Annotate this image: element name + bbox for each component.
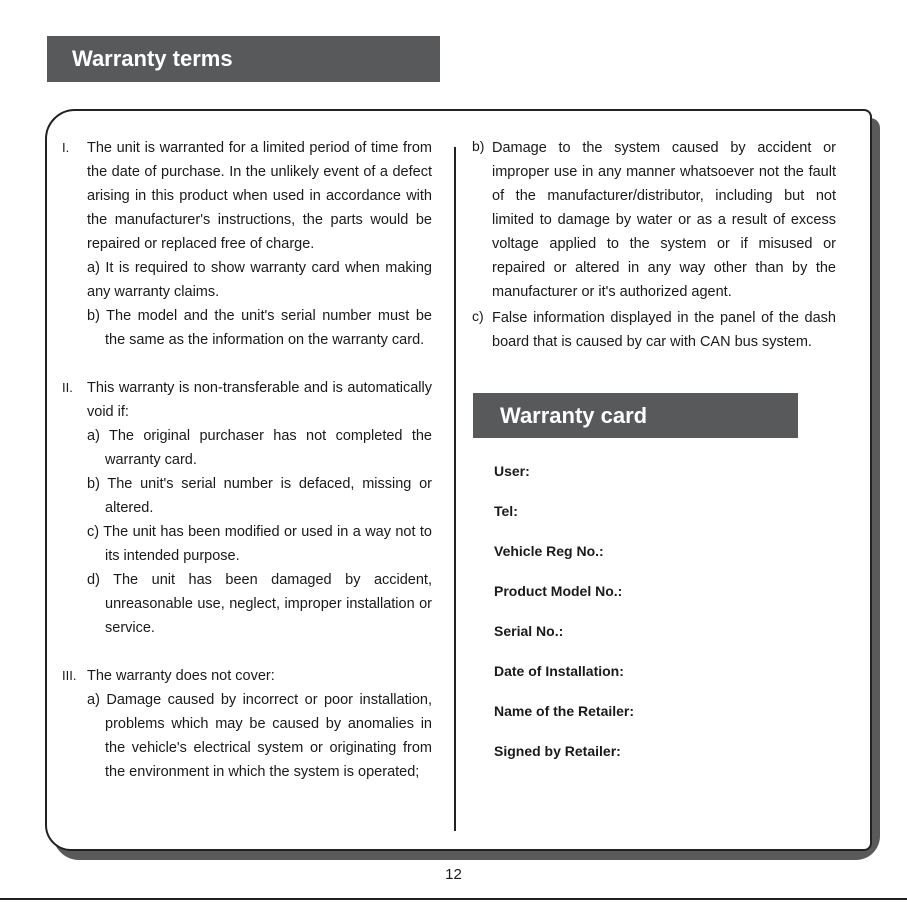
term-3-b	[472, 136, 836, 304]
term-3-text: The warranty does not cover:	[87, 668, 275, 684]
term-3-c	[472, 306, 836, 354]
warranty-terms-heading: Warranty terms	[47, 36, 440, 82]
term-3-number: III.	[62, 668, 77, 683]
term-1-b: b) The model and the unit's serial number must be the same as the information on the warranty card.	[87, 308, 432, 348]
field-product-model: Product Model No.:	[494, 583, 623, 599]
term-3-b-text: Damage to the system caused by accident or improper use in any manner whatsoever not the fault of the manufacturer/distributor, including but not limited to damage by water or as a result of excess voltage applied to the system or if misused or repaired or altered in any way other than by the manufacturer or it's authorized agent.	[492, 140, 836, 300]
field-user: User:	[494, 463, 530, 479]
field-serial: Serial No.:	[494, 623, 564, 639]
term-3-c-text: False information displayed in the panel of the dash board that is caused by car with CAN bus system.	[492, 310, 836, 350]
right-column	[472, 136, 836, 356]
term-2-d: d) The unit has been damaged by accident, unreasonable use, neglect, improper installation or service.	[87, 572, 432, 636]
term-2-a: a) The original purchaser has not completed the warranty card.	[87, 428, 432, 468]
field-date-installation: Date of Installation:	[494, 663, 624, 679]
term-1-number: I.	[62, 140, 70, 155]
bottom-rule	[0, 898, 907, 900]
term-3-b-label: b)	[472, 138, 485, 154]
term-3-c-label: c)	[472, 308, 484, 324]
field-tel: Tel:	[494, 503, 518, 519]
term-2-b: b) The unit's serial number is defaced, missing or altered.	[87, 476, 432, 516]
field-vehicle-reg: Vehicle Reg No.:	[494, 543, 604, 559]
page-number: 12	[445, 866, 462, 883]
field-retailer-name: Name of the Retailer:	[494, 703, 635, 719]
term-2-number: II.	[62, 380, 73, 395]
warranty-card-heading: Warranty card	[473, 393, 798, 438]
field-signed: Signed by Retailer:	[494, 743, 621, 759]
warranty-card-fields	[494, 463, 634, 783]
term-1-text: The unit is warranted for a limited period of time from the date of purchase. In the unlikely event of a defect arising in this product when used in accordance with the manufacturer's instructions, the parts would be repaired or replaced free of charge.	[87, 140, 432, 252]
term-1	[62, 136, 432, 352]
term-1-a: a) It is required to show warranty card when making any warranty claims.	[87, 260, 432, 300]
term-2-c: c) The unit has been modified or used in a way not to its intended purpose.	[87, 524, 432, 564]
column-divider	[454, 147, 456, 831]
term-2	[62, 376, 432, 640]
term-3	[62, 664, 432, 784]
left-column	[62, 136, 432, 784]
term-3-a: a) Damage caused by incorrect or poor installation, problems which may be caused by anomalies in the vehicle's electrical system or originating from the environment in which the system is operated;	[87, 692, 432, 780]
term-2-text: This warranty is non-transferable and is automatically void if:	[87, 380, 432, 420]
